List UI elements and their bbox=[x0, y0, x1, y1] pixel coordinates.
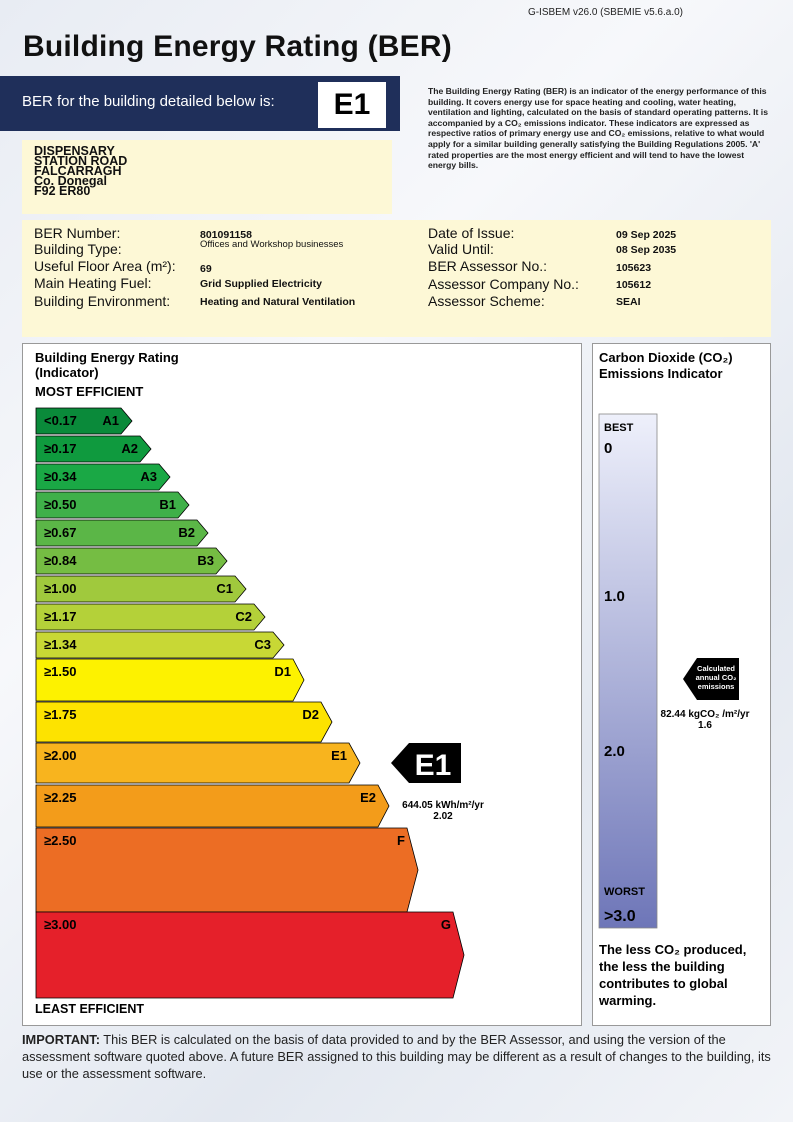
rating-band-bar bbox=[36, 785, 389, 827]
rating-band-e2 bbox=[36, 785, 389, 827]
co2-emissions-value: 82.44 kgCO₂ /m²/yr bbox=[660, 709, 750, 720]
important-lead: IMPORTANT: bbox=[22, 1032, 100, 1047]
rating-band-label: C2 bbox=[235, 609, 252, 624]
rating-band-label: D2 bbox=[302, 707, 319, 722]
rating-band-threshold: ≥0.84 bbox=[44, 553, 77, 568]
important-notice bbox=[22, 1031, 771, 1082]
rating-band-label: A3 bbox=[140, 469, 157, 484]
rating-band-a2 bbox=[36, 436, 151, 462]
detail-value: 69 bbox=[200, 263, 212, 275]
rating-band-b3 bbox=[36, 548, 227, 574]
address-line: F92 ER80 bbox=[34, 184, 91, 198]
detail-label: Assessor Scheme: bbox=[428, 293, 545, 309]
ber-banner-label: BER for the building detailed below is: bbox=[22, 93, 275, 110]
rating-band-bar bbox=[36, 828, 418, 912]
co2-scale bbox=[593, 344, 770, 1025]
ber-description: The Building Energy Rating (BER) is an indicator of the energy performance of this building. It covers energy use for space heating and cooling, water heating, ventilation and lighting, calculated on the basis of standard operating patterns. It is accompanied by a CO₂ emissions indicator. These indicators are expressed as respective ratios of primary energy use and CO₂ emissions, relative to what would apply for a similar building generally satisfying the Building Regulations 2005. 'A' rated properties are the most energy efficient and will tend to have the lowest energy bills. bbox=[428, 86, 768, 171]
co2-marker-text: emissions bbox=[697, 682, 735, 691]
co2-marker-text: Calculated bbox=[697, 664, 735, 673]
rating-band-label: C3 bbox=[254, 637, 271, 652]
rating-band-threshold: ≥2.50 bbox=[44, 833, 77, 848]
rating-band-threshold: ≥3.00 bbox=[44, 917, 77, 932]
rating-band-c1 bbox=[36, 576, 246, 602]
rating-band-g bbox=[36, 912, 464, 998]
building-details bbox=[22, 220, 771, 337]
rating-band-b2 bbox=[36, 520, 208, 546]
co2-marker-text: annual CO₂ bbox=[695, 673, 737, 682]
co2-emissions-ratio: 1.6 bbox=[698, 720, 712, 731]
rating-band-bar bbox=[36, 743, 360, 783]
rating-scale bbox=[23, 344, 581, 1025]
co2-heading: Carbon Dioxide (CO₂) bbox=[599, 350, 733, 365]
detail-label: Main Heating Fuel: bbox=[34, 275, 152, 291]
rating-band-label: B3 bbox=[197, 553, 214, 568]
rating-band-b1 bbox=[36, 492, 189, 518]
least-efficient-label: LEAST EFFICIENT bbox=[35, 1002, 145, 1016]
detail-value: 801091158 bbox=[200, 229, 252, 241]
energy-rating-panel bbox=[22, 343, 582, 1026]
rating-band-label: G bbox=[440, 917, 451, 932]
page-title: Building Energy Rating (BER) bbox=[23, 30, 452, 63]
address-line: FALCARRAGH bbox=[34, 164, 122, 178]
detail-label: Building Environment: bbox=[34, 293, 171, 309]
detail-label: Building Type: bbox=[34, 241, 122, 257]
rating-band-threshold: <0.17 bbox=[44, 413, 77, 428]
detail-label: Assessor Company No.: bbox=[428, 276, 579, 292]
rating-band-label: F bbox=[397, 833, 405, 848]
software-version: G-ISBEM v26.0 (SBEMIE v5.6.a.0) bbox=[527, 7, 683, 18]
detail-label: BER Assessor No.: bbox=[428, 258, 548, 274]
rating-band-threshold: ≥1.34 bbox=[44, 637, 77, 652]
co2-scale-tick: 0 bbox=[604, 440, 613, 457]
rating-band-threshold: ≥1.50 bbox=[44, 664, 77, 679]
rating-subheading: (Indicator) bbox=[35, 365, 99, 380]
current-rating-label: E1 bbox=[414, 749, 452, 782]
rating-band-threshold: ≥2.25 bbox=[44, 790, 77, 805]
rating-band-label: D1 bbox=[274, 664, 291, 679]
co2-scale-tick: >3.0 bbox=[604, 908, 636, 925]
co2-panel bbox=[592, 343, 771, 1026]
co2-gradient-bar bbox=[599, 414, 657, 928]
rating-band-label: B2 bbox=[178, 525, 195, 540]
rating-band-threshold: ≥0.17 bbox=[44, 441, 77, 456]
rating-band-d1 bbox=[36, 659, 304, 701]
rating-band-threshold: ≥1.75 bbox=[44, 707, 77, 722]
detail-label: BER Number: bbox=[34, 225, 121, 241]
rating-band-e1 bbox=[36, 743, 360, 783]
rating-band-threshold: ≥1.17 bbox=[44, 609, 77, 624]
detail-value: 09 Sep 2025 bbox=[616, 229, 677, 241]
rating-band-bar bbox=[36, 702, 332, 742]
current-rating-marker bbox=[391, 743, 484, 822]
rating-band-threshold: ≥0.34 bbox=[44, 469, 77, 484]
rating-band-f bbox=[36, 828, 418, 912]
detail-value: 105623 bbox=[616, 262, 652, 274]
rating-band-a1 bbox=[36, 408, 132, 434]
co2-worst-label: WORST bbox=[604, 886, 645, 898]
rating-band-threshold: ≥1.00 bbox=[44, 581, 77, 596]
detail-value: SEAI bbox=[616, 296, 641, 308]
detail-value: Grid Supplied Electricity bbox=[200, 278, 322, 290]
detail-value: 08 Sep 2035 bbox=[616, 244, 677, 256]
co2-marker bbox=[661, 658, 750, 731]
most-efficient-label: MOST EFFICIENT bbox=[35, 384, 144, 399]
detail-value: Offices and Workshop businesses bbox=[200, 239, 344, 250]
rating-band-c3 bbox=[36, 632, 284, 658]
rating-band-threshold: ≥2.00 bbox=[44, 748, 77, 763]
rating-heading: Building Energy Rating bbox=[35, 350, 179, 365]
rating-band-label: A1 bbox=[102, 413, 119, 428]
co2-subheading: Emissions Indicator bbox=[599, 366, 723, 381]
address-line: DISPENSARY bbox=[34, 144, 115, 158]
ber-rating-box: E1 bbox=[316, 80, 388, 130]
rating-band-a3 bbox=[36, 464, 170, 490]
rating-band-label: E1 bbox=[331, 748, 347, 763]
important-text: This BER is calculated on the basis of data provided to and by the BER Assessor, and using the version of the assessment software quoted above. A future BER assigned to this building may be different as a result of changes to the building, its use or the assessment software. bbox=[22, 1032, 771, 1081]
rating-band-threshold: ≥0.50 bbox=[44, 497, 77, 512]
co2-scale-tick: 2.0 bbox=[604, 743, 625, 760]
rating-band-d2 bbox=[36, 702, 332, 742]
detail-label: Useful Floor Area (m²): bbox=[34, 258, 176, 274]
address-line: STATION ROAD bbox=[34, 154, 128, 168]
current-energy-value: 644.05 kWh/m²/yr bbox=[402, 800, 484, 811]
rating-band-threshold: ≥0.67 bbox=[44, 525, 77, 540]
co2-best-label: BEST bbox=[604, 422, 634, 434]
rating-band-label: B1 bbox=[159, 497, 176, 512]
rating-band-c2 bbox=[36, 604, 265, 630]
co2-footer: The less CO₂ produced, the less the building contributes to global warming. bbox=[599, 942, 747, 1008]
address-line: Co. Donegal bbox=[34, 174, 107, 188]
detail-value: 105612 bbox=[616, 279, 652, 291]
detail-label: Date of Issue: bbox=[428, 225, 515, 241]
rating-band-label: A2 bbox=[121, 441, 138, 456]
detail-label: Valid Until: bbox=[428, 241, 494, 257]
building-address bbox=[22, 140, 392, 214]
rating-band-label: E2 bbox=[360, 790, 376, 805]
current-energy-ratio: 2.02 bbox=[433, 811, 453, 822]
detail-value: Heating and Natural Ventilation bbox=[200, 296, 356, 308]
co2-scale-tick: 1.0 bbox=[604, 588, 625, 605]
rating-band-label: C1 bbox=[216, 581, 233, 596]
rating-band-bar bbox=[36, 912, 464, 998]
